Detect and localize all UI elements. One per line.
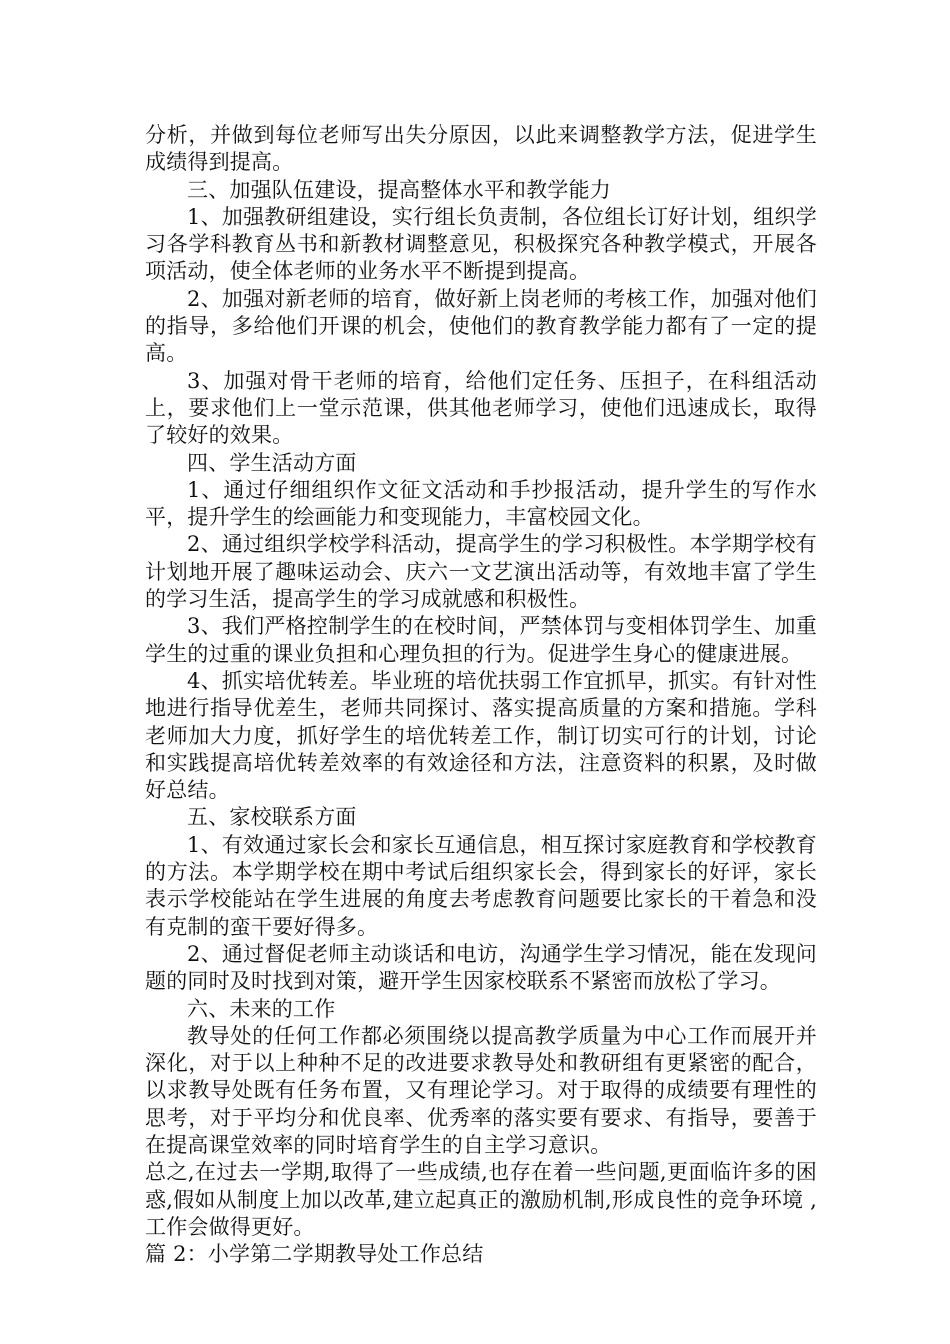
paragraph-text: 2、通过组织学校学科活动，提高学生的学习积极性。本学期学校有计划地开展了趣味运动会、庆六一文艺演出活动等，有效地丰富了学生的学习生活，提高学生的学习成就感和积极性。 <box>145 532 817 612</box>
paragraph-text: 4、抓实培优转差。毕业班的培优扶弱工作宜抓早，抓实。有针对性地进行指导优差生，老师共同探讨、落实提高质量的方案和措施。学科老师加大力度，抓好学生的培优转差工作，制订切实可行的计划，讨论和实践提高培优转差效率的有效途径和方法，注意资料的积累，及时做好总结。 <box>145 668 817 803</box>
section-heading: 四、学生活动方面 <box>187 450 357 475</box>
paragraph-text: 分析，并做到每位老师写出失分原因，以此来调整教学方法，促进学生成绩得到提高。 <box>145 123 817 175</box>
paragraph-text: 3、加强对骨干老师的培育，给他们定任务、压担子，在科组活动上，要求他们上一堂示范课，供其他老师学习，使他们迅速成长，取得了较好的效果。 <box>145 368 817 448</box>
paragraph-text: 2、通过督促老师主动谈话和电访，沟通学生学习情况，能在发现问题的同时及时找到对策，避开学生因家校联系不紧密而放松了学习。 <box>145 941 817 994</box>
paragraph-text: 教导处的任何工作都必须围绕以提高教学质量为中心工作而展开并深化，对于以上种种不足的改进要求教导处和教研组有更紧密的配合，以求教导处既有任务布置，又有理论学习。对于取得的成绩要有理性的思考，对于平均分和优良率、优秀率的落实要有要求、有指导，要善于在提高课堂效率的同时培育学生的自主学习意识。 <box>145 1023 817 1157</box>
paragraph-text: 1、通过仔细组织作文征文活动和手抄报活动，提升学生的写作水平，提升学生的绘画能力和变现能力，丰富校园文化。 <box>145 477 817 530</box>
paragraph-text: 1、加强教研组建设，实行组长负责制，各位组长订好计划，组织学习各学科教育丛书和新教材调整意见，积极探究各种教学模式，开展各项活动，使全体老师的业务水平不断提到提高。 <box>145 204 817 284</box>
section-heading: 六、未来的工作 <box>187 996 336 1021</box>
paragraph-text: 3、我们严格控制学生的在校时间，严禁体罚与变相体罚学生、加重学生的过重的课业负担和心理负担的行为。促进学生身心的健康进展。 <box>145 614 817 666</box>
next-article-title: 篇 2：小学第二学期教导处工作总结 <box>145 1242 484 1267</box>
paragraph-text: 1、有效通过家长会和家长互通信息，相互探讨家庭教育和学校教育的方法。本学期学校在期中考试后组织家长会，得到家长的好评，家长表示学校能站在学生进展的角度去考虑教育问题要比家长的干着急和没有克制的蛮干要好得多。 <box>145 832 817 939</box>
document-body <box>145 122 817 1268</box>
section-heading: 三、加强队伍建设，提高整体水平和教学能力 <box>187 177 611 202</box>
conclusion-paragraph: 总之,在过去一学期,取得了一些成绩,也存在着一些问题,更面临许多的困惑,假如从制度上加以改革,建立起真正的激励机制,形成良性的竞争环境 ,工作会做得更好。 <box>145 1160 817 1239</box>
section-heading: 五、家校联系方面 <box>187 805 357 830</box>
paragraph-text: 2、加强对新老师的培育，做好新上岗老师的考核工作，加强对他们的指导，多给他们开课的机会，使他们的教育教学能力都有了一定的提高。 <box>145 286 817 366</box>
